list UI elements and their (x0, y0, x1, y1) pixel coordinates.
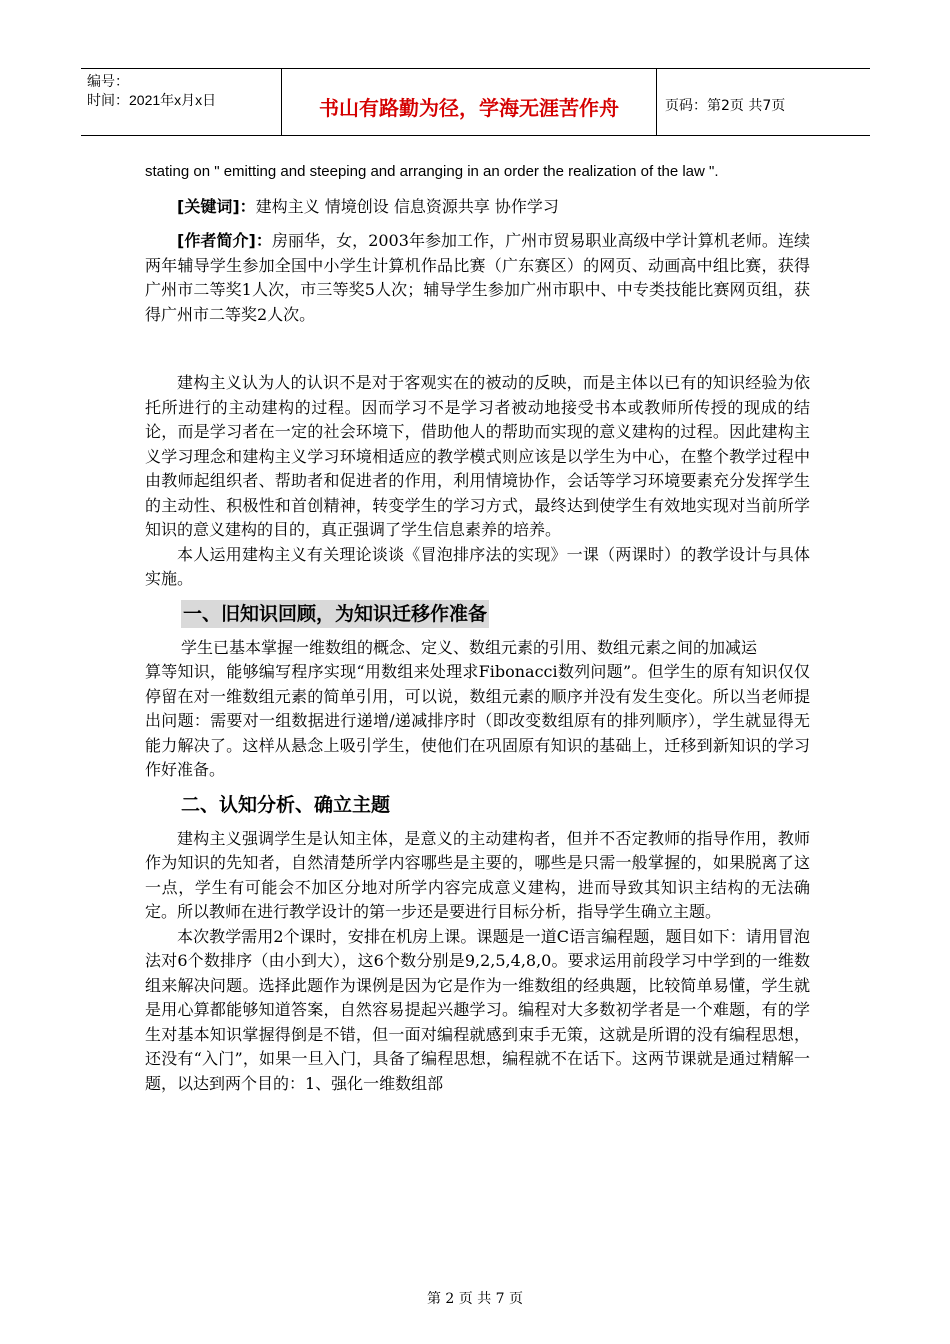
section-2-paragraph-1: 建构主义强调学生是认知主体，是意义的主动建构者，但并不否定教师的指导作用，教师作为知识的先知者，自然清楚所学内容哪些是主要的，哪些是只需一般掌握的，如果脱离了这一点，学生有可能会不加区分地对所学内容完成意义建构，进而导致其知识主结构的无法确定。所以教师在进行教学设计的第一步还是要进行目标分析，指导学生确立主题。 (145, 828, 810, 921)
document-body (145, 160, 810, 1096)
keywords-label: [关键词]： (177, 196, 256, 216)
keywords-line (145, 195, 810, 220)
author-bio (145, 229, 810, 327)
section-2-heading: 二、认知分析、确立主题 (181, 793, 391, 816)
page-header (81, 68, 870, 136)
section-2-paragraph-2: 本次教学需用2个课时，安排在机房上课。课题是一道C语言编程题，题目如下：请用冒泡法对6个数排序（由小到大），这6个数分别是9,2,5,4,8,0。要求运用前段学习中学到的一维数组来解决问题。选择此题作为课例是因为它是作为一维数组的经典题，比较简单易懂，学生就是用心算都能够知道答案，自然容易提起兴趣学习。编程对大多数初学者是一个难题，有的学生对基本知识掌握得倒是不错，但一面对编程就感到束手无策，这就是所谓的没有编程思想，还没有“入门”，如果一旦入门，具备了编程思想，编程就不在话下。这两节课就是通过精解一题，以达到两个目的：1、强化一维数组部 (145, 926, 810, 1093)
header-time-label: 时间：2021年x月x日 (87, 92, 217, 108)
header-motto: 书山有路勤为径，学海无涯苦作舟 (282, 69, 657, 135)
section-1-paragraph-cont: 算等知识，能够编写程序实现“用数组来处理求Fibonacci数列问题”。但学生的原有知识仅仅停留在对一维数组元素的简单引用，可以说，数组元素的顺序并没有发生变化。所以当老师提出问题：需要对一组数据进行递增/递减排序时（即改变数组原有的排列顺序），学生就显得无能力解决了。这样从悬念上吸引学生，使他们在巩固原有知识的基础上，迁移到新知识的学习作好准备。 (145, 662, 810, 779)
intro-paragraph-1: 建构主义认为人的认识不是对于客观实在的被动的反映，而是主体以已有的知识经验为依托所进行的主动建构的过程。因而学习不是学习者被动地接受书本或教师所传授的现成的结论，而是学习者在一定的社会环境下，借助他人的帮助而实现的意义建构的过程。因此建构主义学习理念和建构主义学习环境相适应的教学模式则应该是以学生为中心，在整个教学过程中由教师起组织者、帮助者和促进者的作用，利用情境协作，会话等学习环境要素充分发挥学生的主动性、积极性和首创精神，转变学生的学习方式，最终达到使学生有效地实现对当前所学知识的意义建构的目的，真正强调了学生信息素养的培养。 (145, 373, 810, 539)
page-footer: 第 2 页 共 7 页 (426, 1291, 524, 1307)
header-meta (81, 69, 282, 135)
header-number-label: 编号： (87, 73, 129, 89)
section-1-heading: 一、旧知识回顾，为知识迁移作准备 (181, 600, 489, 628)
intro-paragraph-2: 本人运用建构主义有关理论谈谈《冒泡排序法的实现》一课（两课时）的教学设计与具体实施。 (145, 544, 810, 588)
section-1-paragraph-start: 学生已基本掌握一维数组的概念、定义、数组元素的引用、数组元素之间的加减运 (181, 637, 758, 657)
author-label: [作者简介]： (177, 231, 272, 250)
header-page-info: 页码：第2页 共7页 (665, 98, 786, 114)
abstract-tail: stating on " emitting and steeping and arranging in an order the realization of the law ". (145, 163, 719, 180)
keywords-text: 建构主义 情境创设 信息资源共享 协作学习 (255, 196, 559, 216)
author-text: 房丽华，女，2003年参加工作，广州市贸易职业高级中学计算机老师。连续两年辅导学生参加全国中小学生计算机作品比赛（广东赛区）的网页、动画高中组比赛，获得广州市二等奖1人次，市三等奖5人次；辅导学生参加广州市职中、中专类技能比赛网页组，获得广州市二等奖2人次。 (145, 231, 810, 324)
